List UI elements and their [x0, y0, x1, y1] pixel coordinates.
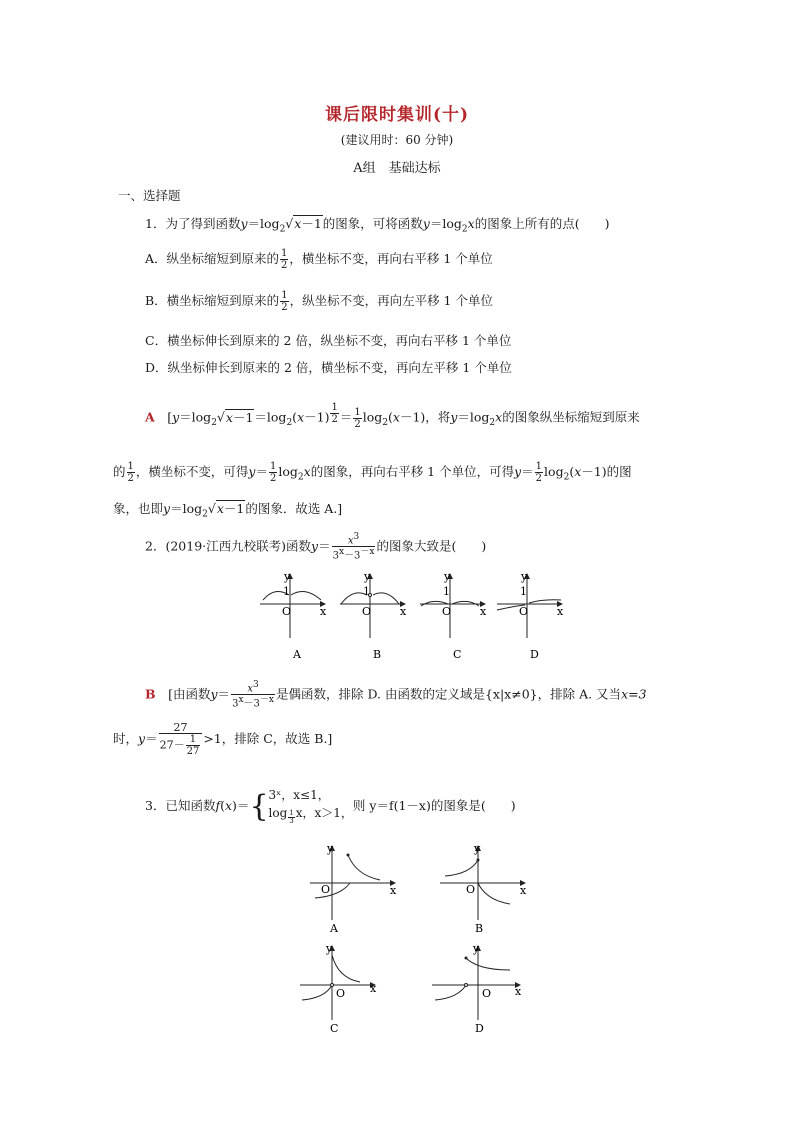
q1-option-b[interactable]: B．横坐标缩短到原来的 $\frac{1}{2}$ ，纵坐标不变，再向左平移 1 个单位: [145, 290, 493, 313]
q3-graph-d[interactable]: [432, 942, 522, 1035]
q1-option-d[interactable]: D．纵坐标伸长到原来的 2 倍，横坐标不变，再向左平移 1 个单位: [145, 360, 512, 375]
q2-label-a: A: [293, 648, 301, 661]
q2-option-graphs: [255, 568, 565, 663]
axis-y-label: y: [284, 570, 291, 583]
tick-one: 1: [363, 585, 370, 598]
axis-x-label: x: [480, 605, 487, 618]
q1-option-a[interactable]: A．纵坐标缩短到原来的 $\frac{1}{2}$ ，横坐标不变，再向右平移 1 个单位: [145, 248, 493, 271]
axis-y-label: y: [326, 942, 333, 955]
q3-graph-b[interactable]: [440, 842, 527, 935]
time-hint: (建议用时：60 分钟): [340, 133, 454, 147]
q3-option-graphs: [290, 840, 530, 1035]
q2-label-b: B: [373, 648, 382, 661]
axis-y-label: y: [364, 570, 371, 583]
axis-y-label: y: [474, 842, 481, 855]
axis-y-label: y: [327, 842, 334, 855]
q2-solution-line2: 时，y＝ 27 27－ $\frac{1}{27}$ >1，排除 C，故选 B.]: [113, 721, 333, 757]
q1-solution-line1: A [$y=\log_2√x-1=\log_2(x-1)$ $^{\frac{1}{2}}$ ＝ $\frac{1}{2}$ $\log_2(x-1)$，将$y=\log_2x$的图象纵坐标缩短到原来: [145, 402, 640, 430]
q3-label-a: A: [330, 922, 338, 935]
tick-one: 1: [520, 585, 527, 598]
axis-y-label: y: [521, 570, 528, 583]
origin-label: O: [321, 883, 331, 896]
q1-solution-line2: 的 $\frac{1}{2}$ ，横坐标不变，可得y＝ $\frac{1}{2}$ $\log_2x$的图象，再向右平移 1 个单位，可得y＝ $\frac{1}{2}$ $\log_2(x-1)$的图: [113, 461, 632, 484]
q2-graph-b[interactable]: [340, 570, 407, 661]
q3-graph-c[interactable]: [300, 942, 377, 1035]
page-title: 课后限时集训(十): [324, 105, 470, 125]
q2-graph-d[interactable]: [497, 570, 564, 661]
origin-label: O: [466, 883, 476, 896]
origin-label: O: [482, 987, 492, 1000]
axis-x-label: x: [515, 985, 522, 998]
axis-x-label: x: [370, 982, 377, 995]
q2-solution-line1: B [由函数y＝ $\frac{x^3}{3^x-3^{-x}}$ 是偶函数，排除 D. 由函数的定义域是{x|x≠0}，排除 A. 又当x=3: [145, 680, 647, 710]
origin-label: O: [362, 605, 372, 618]
q1-solution-line3: 象，也即$y=\log_2√x-1$的图象．故选 A.]: [113, 501, 343, 520]
axis-x-label: x: [320, 605, 327, 618]
q3-label-b: B: [475, 922, 484, 935]
tick-one: 1: [283, 585, 290, 598]
tick-one: 1: [443, 585, 450, 598]
axis-y-label: y: [473, 942, 480, 955]
axis-x-label: x: [390, 884, 397, 897]
q3-label-d: D: [475, 1022, 484, 1035]
origin-label: O: [282, 605, 292, 618]
axis-x-label: x: [400, 605, 407, 618]
q2-stem: 2．(2019·江西九校联考)函数y＝ $\frac{x^3}{3^x-3^{-x}}$ 的图象大致是( ): [145, 532, 487, 562]
q2-label-d: D: [530, 648, 539, 661]
q1-stem: 1．为了得到函数$y=\log_2√x-1$的图象，可将函数$y=\log_2x$的图象上所有的点( ): [145, 216, 610, 235]
axis-x-label: x: [557, 605, 564, 618]
group-heading: A组 基础达标: [353, 161, 441, 176]
q2-graph-c[interactable]: [420, 570, 487, 661]
origin-label: O: [519, 605, 529, 618]
origin-label: O: [336, 987, 346, 1000]
axis-y-label: y: [444, 570, 451, 583]
section-heading: 一、选择题: [118, 188, 181, 203]
origin-label: O: [442, 605, 452, 618]
q3-stem: 3．已知函数f(x)＝{3ˣ，x≤1， log $_{\frac{1}{3}}$ x，x＞1，则 y＝f(1－x)的图象是( ): [145, 788, 516, 826]
q2-graph-a[interactable]: [260, 570, 327, 661]
q3-label-c: C: [330, 1022, 339, 1035]
axis-x-label: x: [520, 884, 527, 897]
q2-label-c: C: [453, 648, 462, 661]
q1-option-c[interactable]: C．横坐标伸长到原来的 2 倍，纵坐标不变，再向右平移 1 个单位: [145, 333, 512, 348]
q3-graph-a[interactable]: [310, 842, 397, 935]
